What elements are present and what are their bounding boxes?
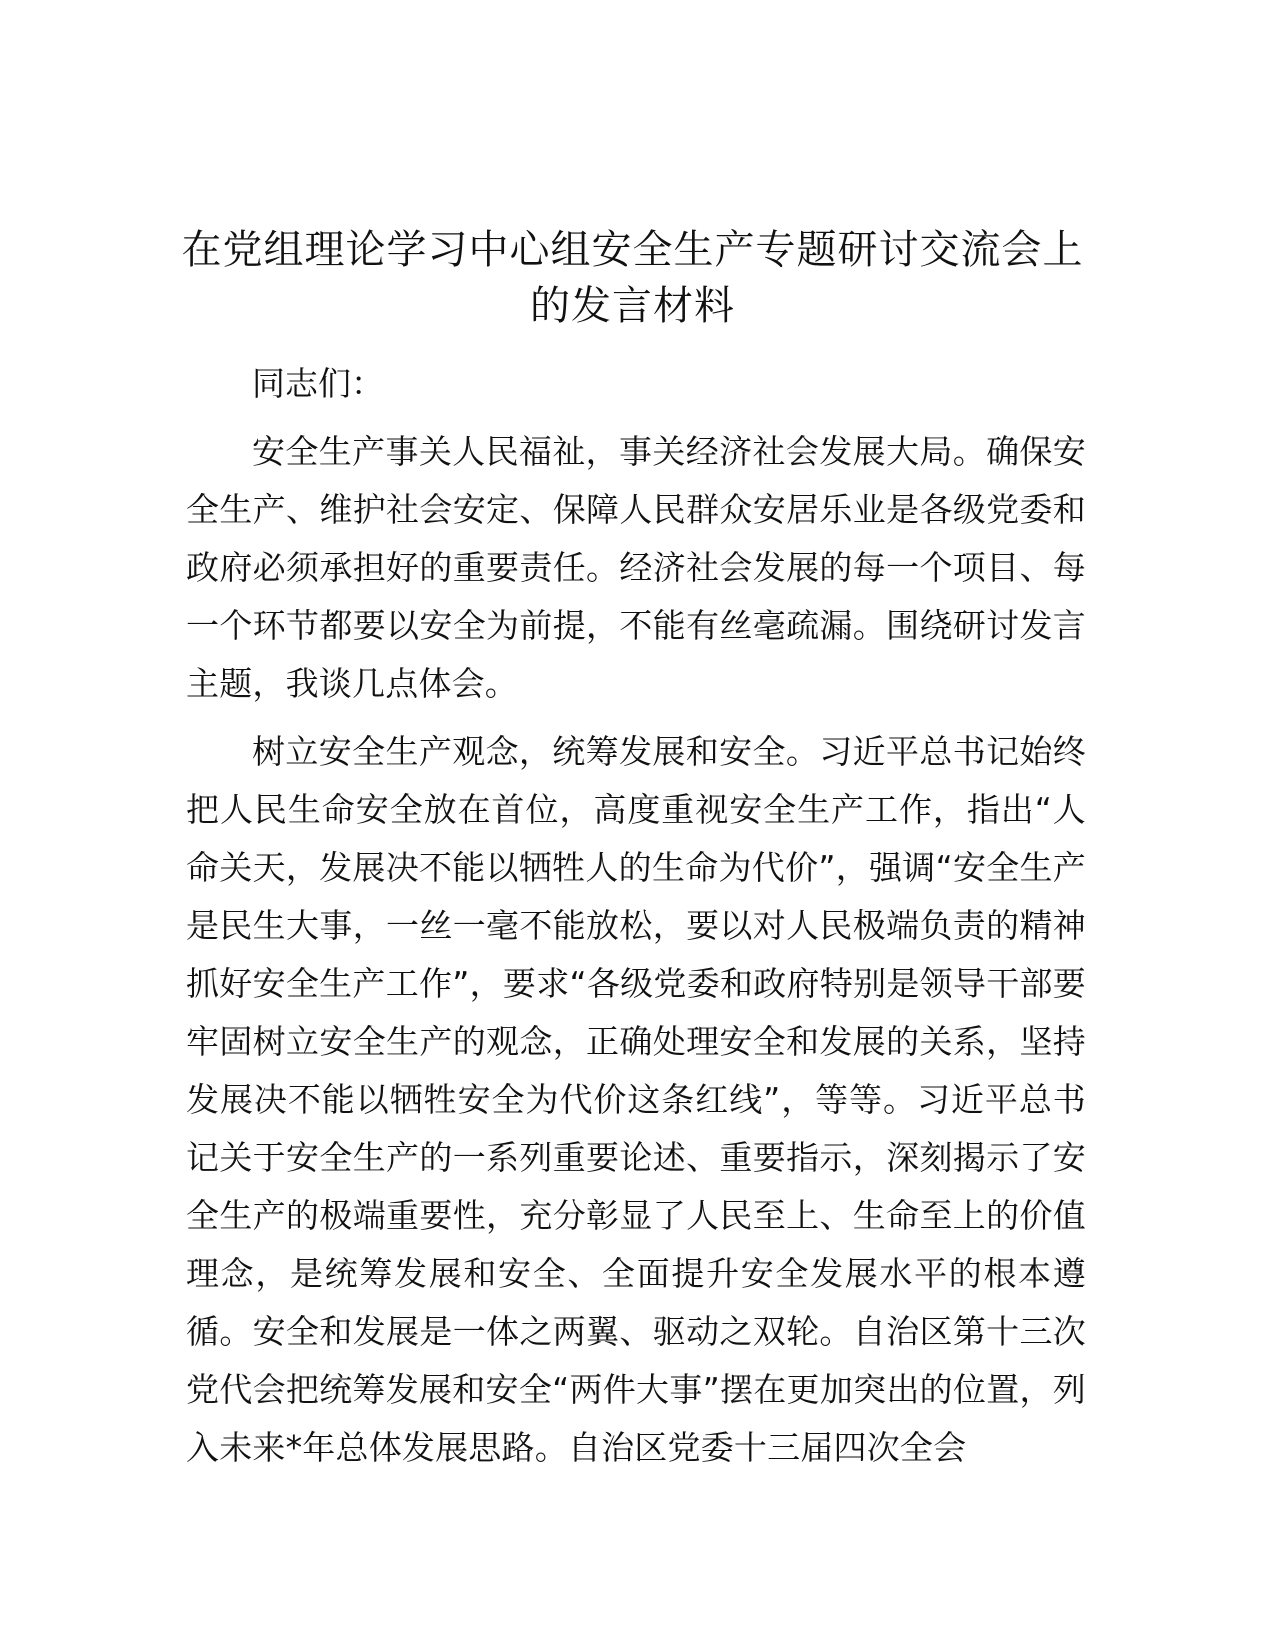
paragraph-intro: 安全生产事关人民福祉，事关经济社会发展大局。确保安全生产、维护社会安定、保障人民群众安居乐业是各级党委和政府必须承担好的重要责任。经济社会发展的每一个项目、每一个环节都要以安全为前提，不能有丝毫疏漏。围绕研讨发言主题，我谈几点体会。	[186, 432, 1086, 703]
paragraph-safety-concept: 树立安全生产观念，统筹发展和安全。习近平总书记始终把人民生命安全放在首位，高度重视安全生产工作，指出“人命关天，发展决不能以牺牲人的生命为代价”，强调“安全生产是民生大事，一丝一毫不能放松，要以对人民极端负责的精神抓好安全生产工作”，要求“各级党委和政府特别是领导干部要牢固树立安全生产的观念，正确处理安全和发展的关系，坚持发展决不能以牺牲安全为代价这条红线”，等等。习近平总书记关于安全生产的一系列重要论述、重要指示，深刻揭示了安全生产的极端重要性，充分彰显了人民至上、生命至上的价值理念，是统筹发展和安全、全面提升安全发展水平的根本遵循。安全和发展是一体之两翼、驱动之双轮。自治区第十三次党代会把统筹发展和安全“两件大事”摆在更加突出的位置，列入未来*年总体发展思路。自治区党委十三届四次全会	[186, 732, 1086, 1467]
document-body	[186, 355, 1086, 1487]
salutation: 同志们：	[252, 364, 384, 403]
document-title: 在党组理论学习中心组安全生产专题研讨交流会上的发言材料	[181, 227, 1084, 329]
